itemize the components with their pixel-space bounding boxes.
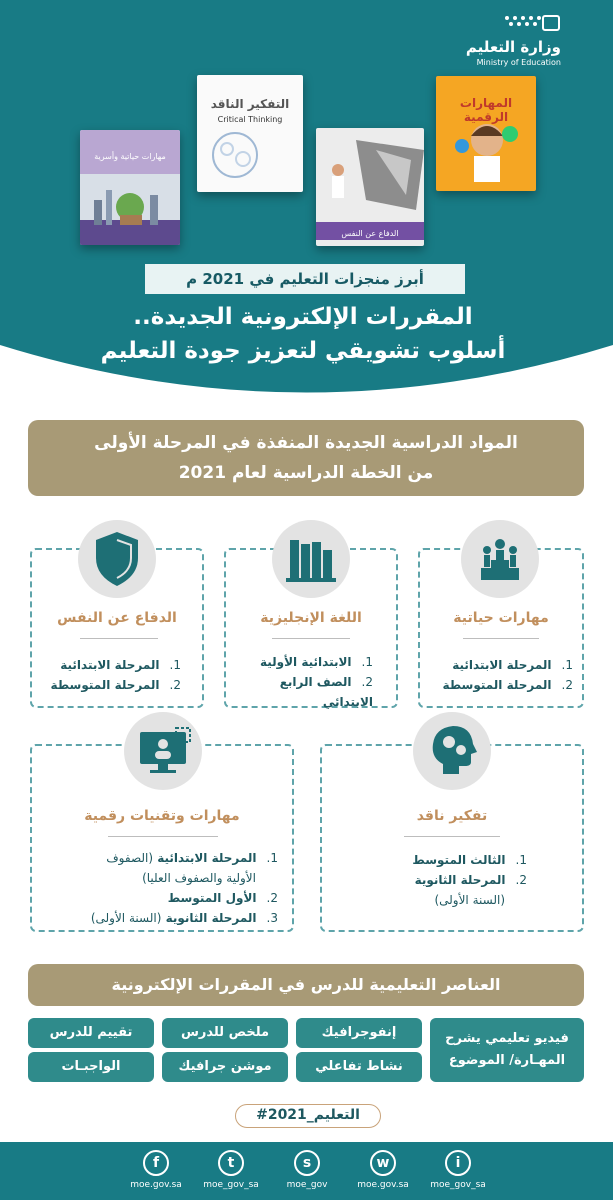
- hashtag: #التعليم_2021: [235, 1104, 381, 1128]
- chip-video-line2: المهـارة/ الموضوع: [448, 1053, 566, 1068]
- book-title: المهارات الرقمية: [459, 96, 513, 124]
- martial-art-illustration: [316, 140, 424, 220]
- list-item-note: (الصفوف: [106, 851, 154, 865]
- list-number: 2.: [361, 675, 373, 689]
- list-item: الصف الرابع الابتدائي: [279, 675, 373, 709]
- list-number: 1.: [169, 658, 181, 672]
- social-footer: [0, 1142, 613, 1200]
- chip-video-line1: فيديو تعليمي يشرح: [445, 1031, 569, 1046]
- list-item: المرحلة الثانوية: [414, 873, 506, 887]
- subjects-banner: [28, 420, 584, 496]
- chip-motion: موشن جرافيك: [162, 1052, 288, 1082]
- list-item-note: (السنة الأولى): [90, 911, 162, 925]
- list-number: 1.: [515, 853, 527, 867]
- list-item: المرحلة المتوسطة: [442, 678, 552, 692]
- social-handle: moe_gov: [286, 1180, 328, 1190]
- list-item: المرحلة الابتدائية: [452, 658, 552, 672]
- list-number: 3.: [266, 911, 278, 925]
- social-twitter[interactable]: [191, 1150, 271, 1190]
- list-item-note: الأولية والصفوف العليا): [142, 871, 256, 885]
- divider: [272, 638, 350, 639]
- headline-line1: المقررات الإلكترونية الجديدة..: [133, 304, 473, 330]
- web-icon: w: [370, 1150, 396, 1176]
- card-digital-skills-items: [38, 848, 278, 928]
- ministry-name-arabic: وزارة التعليم: [465, 38, 561, 56]
- list-item: الابتدائية الأولية: [259, 655, 352, 669]
- child-illustration: [452, 116, 522, 186]
- chip-video: [430, 1018, 584, 1082]
- card-life-skills-items: [433, 655, 573, 695]
- lesson-elements-banner: العناصر التعليمية للدرس في المقررات الإلكترونية: [28, 964, 584, 1006]
- facebook-icon: f: [143, 1150, 169, 1176]
- book-digital-skills: [436, 76, 536, 191]
- subjects-banner-line1: المواد الدراسية الجديدة المنفذة في المرحلة الأولى: [94, 433, 518, 453]
- podium-icon: [461, 520, 539, 598]
- list-number: 2.: [169, 678, 181, 692]
- book-subtitle: Critical Thinking: [217, 115, 283, 124]
- list-number: 2.: [561, 678, 573, 692]
- chip-activity: نشاط تفاعلي: [296, 1052, 422, 1082]
- subjects-banner-line2: من الخطة الدراسية لعام 2021: [178, 463, 434, 483]
- book-title: مهارات حياتية وأسرية: [94, 152, 166, 161]
- social-facebook[interactable]: [116, 1150, 196, 1190]
- head-gears-icon: [413, 712, 491, 790]
- book-life-skills: [80, 130, 180, 245]
- social-web[interactable]: [343, 1150, 423, 1190]
- list-item: المرحلة الثانوية: [165, 911, 257, 925]
- divider: [404, 836, 500, 837]
- ministry-name-english: Ministry of Education: [476, 58, 561, 67]
- shield-icon: [78, 520, 156, 598]
- social-handle: moe.gov.sa: [357, 1180, 409, 1190]
- ministry-logo-icon: [501, 14, 561, 36]
- card-critical-thinking-items: [367, 850, 527, 910]
- list-number: 1.: [361, 655, 373, 669]
- card-english-items: [233, 652, 373, 712]
- list-item-note: (السنة الأولى): [434, 893, 505, 907]
- card-digital-skills-title: مهارات وتقنيات رقمية: [84, 808, 240, 824]
- book-self-defense: [316, 128, 424, 246]
- book-critical-thinking: [197, 75, 303, 192]
- headline-line2: أسلوب تشويقي لتعزيز جودة التعليم: [100, 338, 506, 364]
- list-number: 2.: [266, 891, 278, 905]
- list-number: 2.: [515, 873, 527, 887]
- snapchat-icon: s: [294, 1150, 320, 1176]
- list-item: المرحلة الابتدائية: [157, 851, 257, 865]
- chip-infographic: إنفوجرافيك: [296, 1018, 422, 1048]
- card-critical-thinking-title: تفكير ناقد: [416, 808, 488, 824]
- chip-homework: الواجبـات: [28, 1052, 154, 1082]
- computer-user-icon: [124, 712, 202, 790]
- card-self-defense-items: [41, 655, 181, 695]
- card-life-skills-title: مهارات حياتية: [453, 610, 549, 626]
- card-self-defense-title: الدفاع عن النفس: [57, 610, 177, 626]
- list-item: المرحلة الابتدائية: [60, 658, 160, 672]
- books-icon: [272, 520, 350, 598]
- social-handle: moe_gov_sa: [203, 1180, 259, 1190]
- card-english-title: اللغة الإنجليزية: [260, 610, 362, 626]
- divider: [463, 638, 539, 639]
- list-item: الأول المتوسط: [167, 891, 257, 905]
- achievements-tag: أبرز منجزات التعليم في 2021 م: [145, 264, 465, 294]
- twitter-icon: t: [218, 1150, 244, 1176]
- chip-summary: ملخص للدرس: [162, 1018, 288, 1048]
- list-number: 1.: [561, 658, 573, 672]
- social-snapchat[interactable]: [267, 1150, 347, 1190]
- instagram-icon: i: [445, 1150, 471, 1176]
- divider: [80, 638, 158, 639]
- city-illustration: [80, 175, 180, 245]
- social-handle: moe_gov_sa: [430, 1180, 486, 1190]
- chip-evaluation: تقييم للدرس: [28, 1018, 154, 1048]
- list-item: الثالث المتوسط: [412, 853, 506, 867]
- list-number: 1.: [266, 851, 278, 865]
- list-item: المرحلة المتوسطة: [50, 678, 160, 692]
- book-title: التفكير الناقد: [210, 97, 290, 111]
- brain-illustration: [205, 129, 265, 187]
- divider: [108, 836, 218, 837]
- book-title: الدفاع عن النفس: [341, 229, 399, 238]
- social-handle: moe.gov.sa: [130, 1180, 182, 1190]
- social-instagram[interactable]: [418, 1150, 498, 1190]
